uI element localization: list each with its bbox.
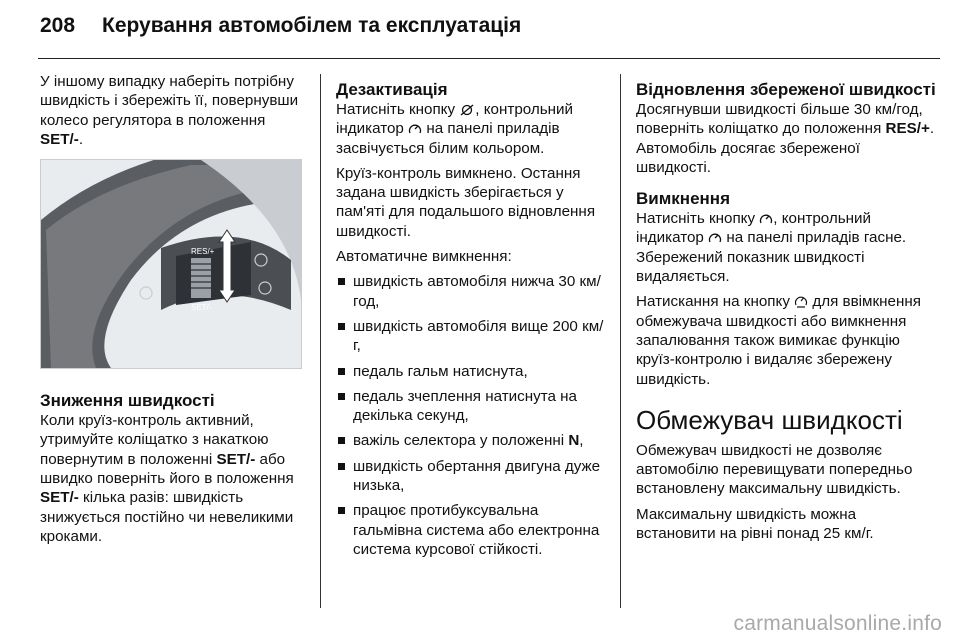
intro-paragraph: У іншому випадку наберіть потрібну швидкість і збережіть її, повернувши колесо регулятора в положення SET/-. [40, 73, 299, 148]
cruise-indicator-icon [708, 232, 722, 244]
auto-off-list [336, 272, 608, 559]
paragraph: Обмежувач швидкості не дозволяє автомобілю перевищувати попередньо встановлену максимальну швидкість. [636, 441, 913, 498]
list-item: педаль зчеплення натиснута на декілька секунд, [336, 387, 608, 426]
column-2 [336, 80, 608, 565]
paragraph: Досягнувши швидкості більше 30 км/год, поверніть коліщатко до положення RES/+. Автомобіль досягає збереженої швидкості. [636, 101, 935, 176]
header-rule [38, 58, 940, 59]
page-header [40, 14, 521, 50]
list-item: швидкість автомобіля нижча 30 км/год, [336, 272, 608, 311]
cruise-cancel-icon [459, 104, 475, 116]
watermark: carmanualsonline.info [733, 612, 942, 635]
steering-wheel-figure [40, 159, 302, 369]
paragraph: Натисніть кнопку , контрольний індикатор на панелі приладів засвічується білим кольором. [336, 101, 574, 157]
chapter-heading: Обмежувач швидкості [636, 404, 903, 435]
list-item: важіль селектора у положенні N, [336, 431, 608, 450]
paragraph: Натисніть кнопку , контрольний індикатор на панелі приладів гасне. Збережений показник швидкості видаляється. [636, 210, 907, 286]
section-title: Відновлення збереженої швидкості [636, 80, 936, 99]
list-item: швидкість автомобіля вище 200 км/г, [336, 317, 608, 356]
set-label: SET/- [191, 303, 212, 313]
section-title: Зниження швидкості [40, 391, 215, 411]
list-item: педаль гальм натиснута, [336, 362, 608, 381]
paragraph: Круїз-контроль вимкнено. Остання задана швидкість зберігається у пам'яті для подальшого відновлення швидкості. [336, 164, 596, 240]
column-divider [320, 74, 321, 608]
column-1 [40, 72, 310, 552]
section-body: Коли круїз-контроль активний, утримуйте коліщатко з накаткою повернутим в положенні SET/- або швидко поверніть його в положення SET/- кілька разів: швидкість знижується постійно чи невеликими кроками. [40, 412, 294, 545]
page-number: 208 [40, 14, 76, 37]
column-3 [636, 80, 936, 549]
speed-limiter-icon [794, 294, 808, 308]
list-item: працює протибуксувальна гальмівна система або електронна система курсової стійкості. [336, 501, 608, 559]
section-title: Вимкнення [636, 189, 730, 209]
cruise-off-icon [759, 213, 773, 225]
res-label: RES/+ [191, 247, 215, 257]
paragraph: Максимальну швидкість можна встановити на рівні понад 25 км/г. [636, 505, 874, 543]
section-title: Дезактивація [336, 80, 448, 99]
page-title: Керування автомобілем та експлуатація [102, 14, 522, 37]
column-divider [620, 74, 621, 608]
paragraph: Натискання на кнопку для ввімкнення обмежувача швидкості або вимкнення запалювання також вимикає функцію круїз-контролю і видаляє збережену швидкість. [636, 293, 921, 388]
cruise-indicator-icon [408, 123, 422, 135]
paragraph: Автоматичне вимкнення: [336, 248, 512, 266]
list-item: швидкість обертання двигуна дуже низька, [336, 457, 608, 496]
